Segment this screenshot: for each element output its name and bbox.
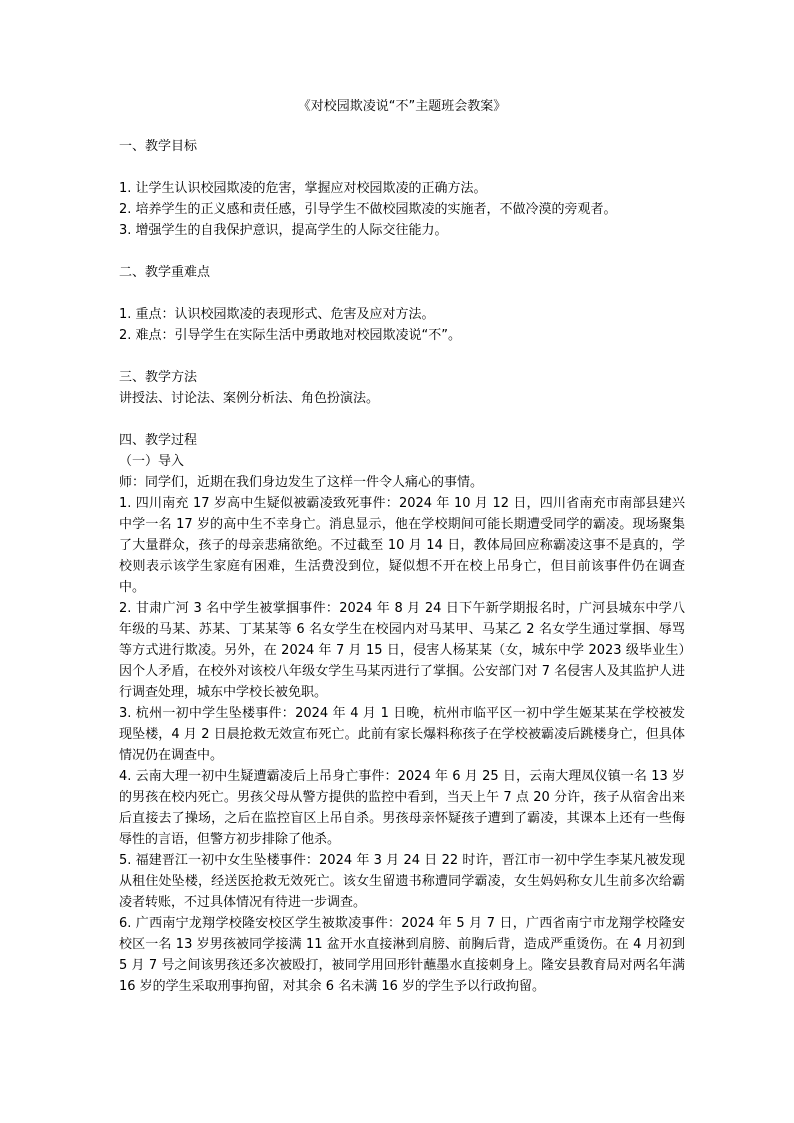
document-title: 《对校园欺凌说“不”主题班会教案》: [297, 99, 507, 114]
document-page: [119, 96, 685, 997]
section-heading-methods: 三、教学方法: [119, 370, 198, 385]
case-item-3: 3. 杭州一初中学生坠楼事件：2024 年 4 月 1 日晚，杭州市临平区一初中学生姬某某在学校被发现坠楼，4 月 2 日晨抢救无效宣布死亡。此前有家长爆料称孩子在学校被霸凌后跳楼身亡，但具体情况仍在调查中。: [119, 706, 685, 763]
case-item-5: 5. 福建晋江一初中女生坠楼事件：2024 年 3 月 24 日 22 时许，晋江市一初中学生李某凡被发现从租住处坠楼，经送医抢救无效死亡。该女生留遗书称遭同学霸凌，女生妈妈称女儿生前多次给霸凌者转账，不过具体情况有待进一步调查。: [119, 853, 685, 910]
objective-item-2: 2. 培养学生的正义感和责任感，引导学生不做校园欺凌的实施者，不做冷漠的旁观者。: [119, 202, 617, 217]
case-item-6: 6. 广西南宁龙翔学校隆安校区学生被欺凌事件：2024 年 5 月 7 日，广西省南宁市龙翔学校隆安校区一名 13 岁男孩被同学接满 11 盆开水直接淋到肩膀、前胸后背，造成严重烫伤。在 4 月初到 5 月 7 号之间该男孩还多次被殴打，被同学用回形针蘸墨水直接刺身上。隆安县教育局对两名年满 16 岁的学生采取刑事拘留，对其余 6 名未满 16 岁的学生予以行政拘留。: [119, 916, 685, 994]
key-point-item-1: 1. 重点：认识校园欺凌的表现形式、危害及应对方法。: [119, 307, 435, 322]
process-intro-text: 师：同学们，近期在我们身边发生了这样一件令人痛心的事情。: [119, 475, 484, 490]
section-methods: [119, 367, 685, 409]
case-item-1: 1. 四川南充 17 岁高中生疑似被霸凌致死事件：2024 年 10 月 12 日，四川省南充市南部县建兴中学一名 17 岁的高中生不幸身亡。消息显示，他在学校期间可能长期遭受同学的霸凌。现场聚集了大量群众，孩子的母亲悲痛欲绝。不过截至 10 月 14 日，教体局回应称霸凌这事不是真的，学校则表示该学生家庭有困难，生活费没到位，疑似想不开在校上吊身亡，但目前该事件仍在调查中。: [119, 496, 685, 595]
section-heading-process: 四、教学过程: [119, 433, 198, 448]
methods-text: 讲授法、讨论法、案例分析法、角色扮演法。: [119, 391, 380, 406]
case-item-4: 4. 云南大理一初中生疑遭霸凌后上吊身亡事件：2024 年 6 月 25 日，云南大理凤仪镇一名 13 岁的男孩在校内死亡。男孩父母从警方提供的监控中看到，当天上午 7 点 20 分许，孩子从宿舍出来后直接去了操场，之后在监控盲区上吊自杀。男孩母亲怀疑孩子遭到了霸凌，其课本上还有一些侮辱性的言语，但警方初步排除了他杀。: [119, 769, 685, 847]
process-subheading-intro: （一）导入: [119, 454, 185, 469]
case-item-2: 2. 甘肃广河 3 名中学生被掌掴事件：2024 年 8 月 24 日下午新学期报名时，广河县城东中学八年级的马某、苏某、丁某某等 6 名女学生在校园内对马某甲、马某乙 2 名女学生通过掌掴、辱骂等方式进行欺凌。另外，在 2024 年 7 月 15 日，侵害人杨某某（女，城东中学 2023 级毕业生）因个人矛盾，在校外对该校八年级女学生马某丙进行了掌掴。公安部门对 7 名侵害人及其监护人进行调查处理，城东中学校长被免职。: [119, 601, 685, 700]
section-heading-key-points: 二、教学重难点: [119, 265, 211, 280]
section-heading-objectives: 一、教学目标: [119, 139, 198, 154]
section-objectives: [119, 136, 685, 241]
objective-item-1: 1. 让学生认识校园欺凌的危害，掌握应对校园欺凌的正确方法。: [119, 181, 487, 196]
objective-item-3: 3. 增强学生的自我保护意识，提高学生的人际交往能力。: [119, 223, 448, 238]
key-point-item-2: 2. 难点：引导学生在实际生活中勇敢地对校园欺凌说“不”。: [119, 328, 462, 343]
section-key-points: [119, 262, 685, 346]
section-process: [119, 430, 685, 997]
